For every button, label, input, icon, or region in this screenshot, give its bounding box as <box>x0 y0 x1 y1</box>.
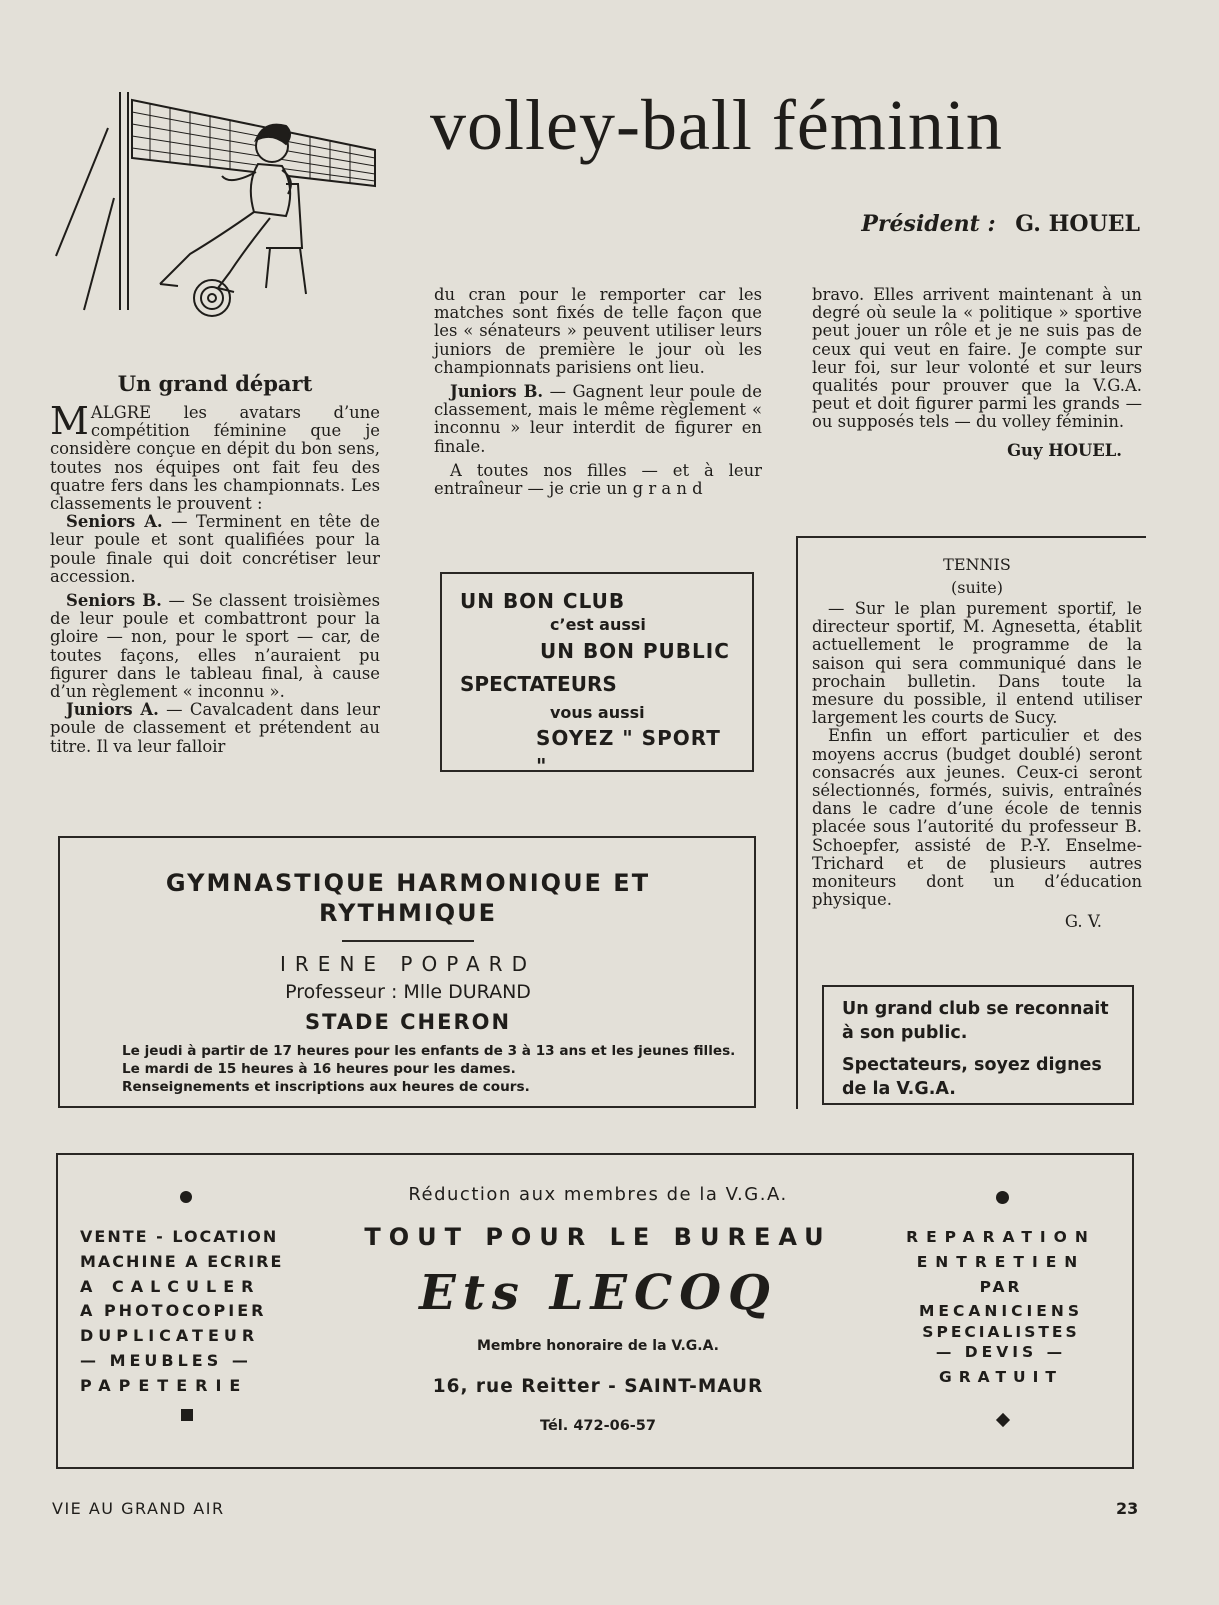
article-paragraph: du cran pour le remporter car les matches sont fixés de telle façon que les « sénateurs » peuvent utiliser leurs juniors de première le jour où les championnats parisiens ont lieu. <box>434 285 762 377</box>
lecoq-right-list: REPARATION ENTRETIEN PAR MECANICIENS SPECIALISTES — DEVIS — GRATUIT <box>906 1228 1096 1386</box>
gym-title: GYMNASTIQUE HARMONIQUE ET RYTHMIQUE <box>165 869 651 927</box>
article-paragraph: Seniors B. — Se classent troisièmes de leur poule et combattront pour la gloire — non, pour le sport — car, de toutes façons, elles n’auraient pu figurer dans le tableau final, à cause d’un règlement « inconnu ». <box>50 591 380 702</box>
bullet-diamond-icon <box>996 1413 1010 1427</box>
article-signature: Guy HOUEL. <box>1007 440 1122 460</box>
bon-club-box: UN BON CLUB c’est aussi UN BON PUBLIC SPECTATEURS vous aussi SOYEZ " SPORT " <box>440 572 754 772</box>
tennis-section <box>812 554 1142 932</box>
tennis-title: TENNIS <box>943 555 1011 574</box>
page-number: 23 <box>1116 1499 1139 1518</box>
article-paragraph: bravo. Elles arrivent maintenant à un degré où seule la « politique » sportive peut jouer un rôle et je ne suis pas de ceux qui veut en faire. Je compte sur leur foi, sur leur volonté et sur leurs qualités pour prouver que la V.G.A. peut et doit figurer parmi les grands — ou supposés tels — du volley féminin. <box>812 285 1142 432</box>
president-name: G. HOUEL <box>1015 211 1140 237</box>
president-line <box>800 210 1140 238</box>
gym-box <box>58 836 756 1108</box>
article-paragraph: Juniors A. — Cavalcadent dans leur poule de classement et prétendent au titre. Il va leur falloir <box>50 700 380 756</box>
tennis-frame-top <box>796 536 1146 538</box>
bullet-dot-icon <box>180 1191 192 1203</box>
article-column-1 <box>50 399 380 756</box>
lecoq-headline: TOUT POUR LE BUREAU <box>364 1223 832 1251</box>
article-heading: Un grand départ <box>117 371 313 396</box>
tennis-subtitle: (suite) <box>950 578 1003 597</box>
footer-publication: VIE AU GRAND AIR <box>52 1499 225 1518</box>
tennis-frame-left <box>796 536 798 1109</box>
lecoq-address: 16, rue Reitter - SAINT-MAUR <box>432 1376 764 1397</box>
lecoq-member: Membre honoraire de la V.G.A. <box>477 1338 719 1354</box>
grand-club-box: Un grand club se reconnait à son public. Spectateurs, soyez dignes de la V.G.A. <box>822 985 1134 1105</box>
article-paragraph: MALGRE les avatars d’une compétition féminine que je considère conçue en dépit du bon sens, toutes nos équipes ont fait feu des quatre fers dans les championnats. Les classements le prouvent : <box>50 399 380 514</box>
gym-divider <box>342 940 474 942</box>
article-paragraph: Seniors A. — Terminent en tête de leur poule et sont qualifiées pour la poule finale qui doit concrétiser leur accession. <box>50 512 380 586</box>
bullet-square-icon <box>181 1409 193 1421</box>
tennis-signature: G. V. <box>1064 912 1102 932</box>
page-title: volley-ball féminin <box>430 85 1003 165</box>
gym-schedule: Le jeudi à partir de 17 heures pour les enfants de 3 à 13 ans et les jeunes filles. Le mardi de 15 heures à 16 heures pour les dames. Renseignements et inscriptions aux heures de cours. <box>122 1043 736 1095</box>
article-column-2 <box>434 286 762 498</box>
article-paragraph: Juniors B. — Gagnent leur poule de classement, mais le même règlement « inconnu » leur interdit de figurer en finale. <box>434 382 762 456</box>
gym-teacher: Professeur : Mlle DURAND <box>285 981 531 1003</box>
article-column-3 <box>812 286 1142 460</box>
president-label: Président : <box>861 211 996 237</box>
gym-name: IRENE POPARD <box>280 952 536 976</box>
lecoq-company: Ets LECOQ <box>419 1265 777 1321</box>
lecoq-left-list: VENTE - LOCATION MACHINE A ECRIRE A CALCULER A PHOTOCOPIER DUPLICATEUR — MEUBLES — PAPETERIE <box>80 1227 284 1395</box>
gym-venue: STADE CHERON <box>304 1010 512 1034</box>
lecoq-ad <box>56 1153 1134 1469</box>
article-paragraph: A toutes nos filles — et à leur entraîneur — je crie un g r a n d <box>434 460 762 499</box>
lecoq-phone: Tél. 472-06-57 <box>540 1418 656 1434</box>
tennis-paragraph: Enfin un effort particulier et des moyens accrus (budget doublé) seront consacrés aux jeunes. Ceux-ci seront sélectionnés, formés, suivis, entraînés dans le cadre d’une école de tennis placée sous l’autorité du professeur B. Schoepfer, assisté de P.-Y. Enselme-Trichard et de plusieurs autres moniteurs dont un d’éducation physique. <box>812 726 1142 910</box>
volleyball-player-illustration <box>50 88 390 328</box>
bullet-dot-icon <box>996 1191 1009 1204</box>
lecoq-reduction: Réduction aux membres de la V.G.A. <box>408 1184 788 1205</box>
drop-cap: M <box>50 399 89 443</box>
tennis-paragraph: — Sur le plan purement sportif, le directeur sportif, M. Agnesetta, établit actuellement le programme de la saison qui sera communiqué dans le prochain bulletin. Dans toute la mesure du possible, il entend utiliser largement les courts de Sucy. <box>812 599 1142 728</box>
